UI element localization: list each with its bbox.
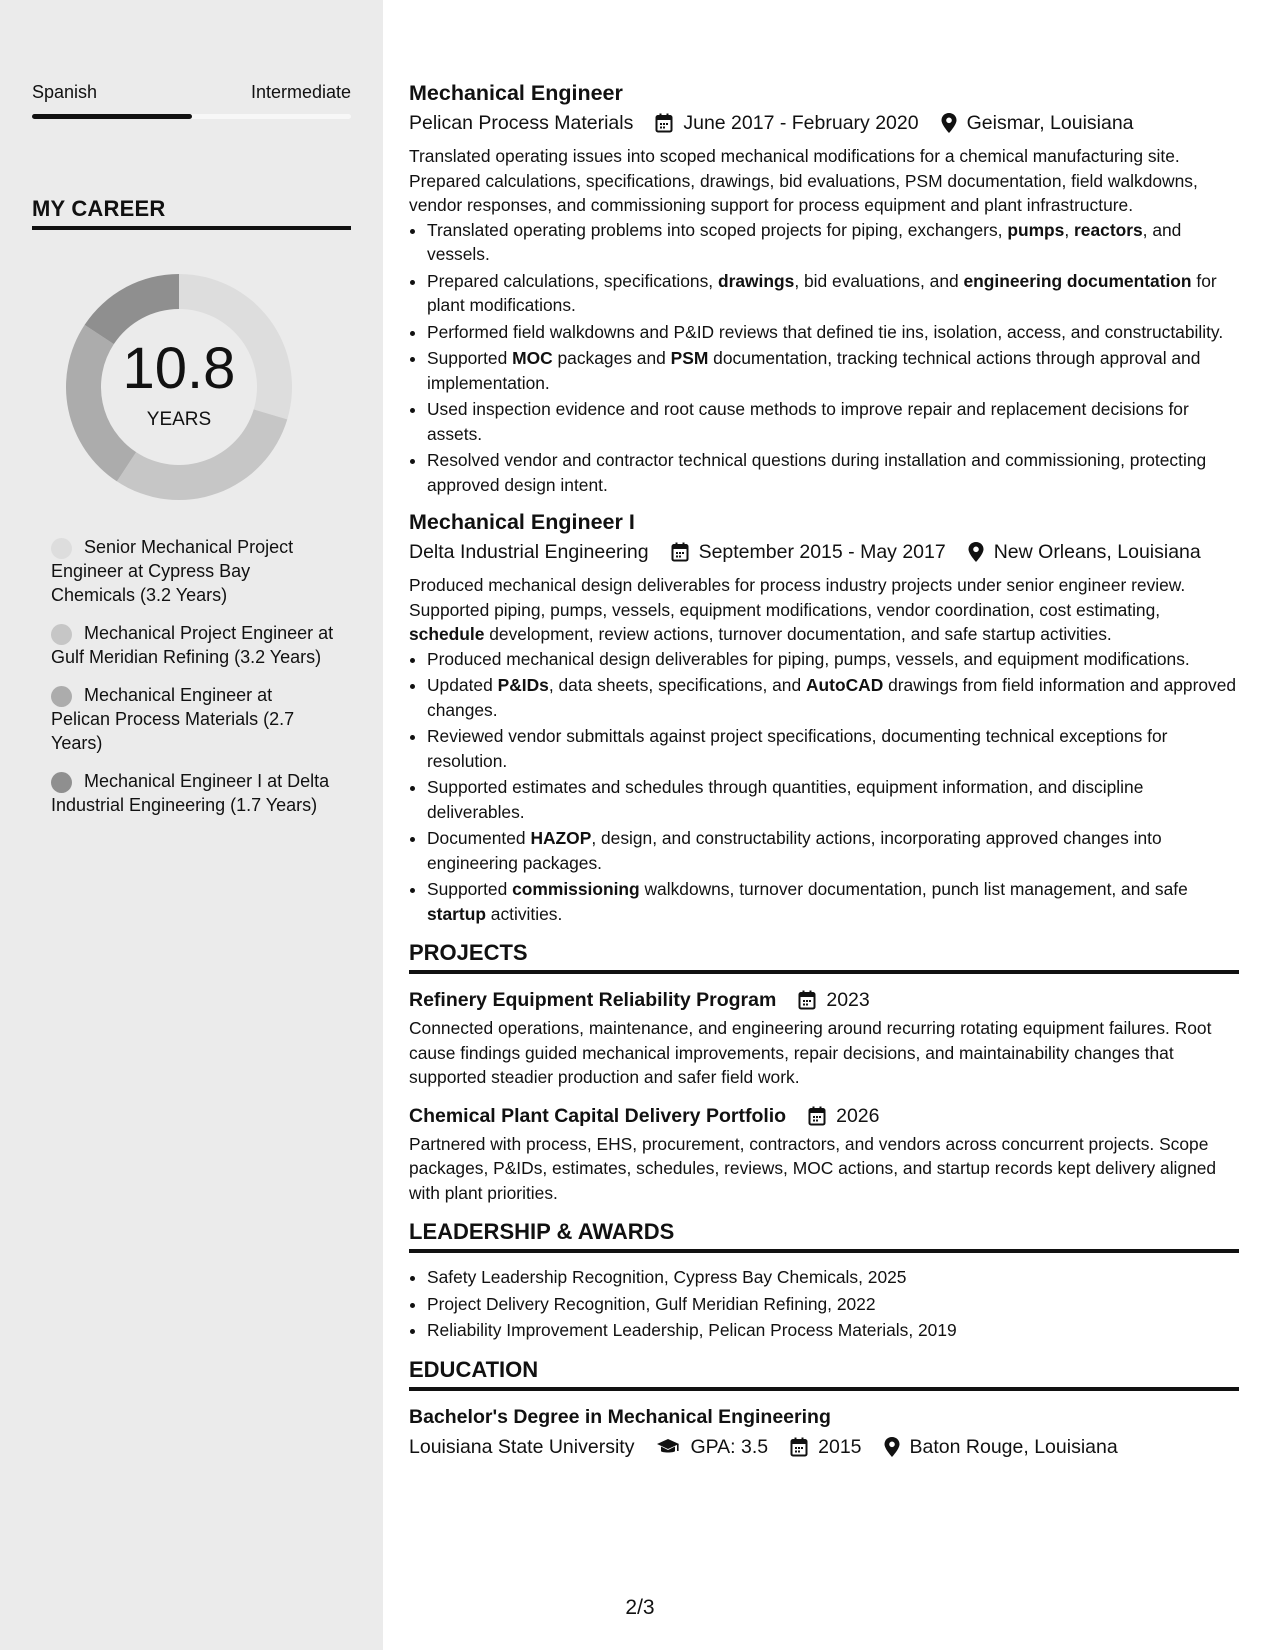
calendar-icon xyxy=(808,1106,826,1126)
career-legend-item xyxy=(51,683,336,755)
job-bullet: • Produced mechanical design deliverables for piping, pumps, vessels, and equipment modifications. xyxy=(427,647,1239,672)
map-pin-icon xyxy=(941,113,957,133)
job-meta xyxy=(409,537,1239,567)
project-title: Refinery Equipment Reliability Program xyxy=(409,989,777,1011)
job-bullet: • Documented HAZOP, design, and constructability actions, incorporating approved changes into engineering packages. xyxy=(427,826,1239,875)
job-bullet: • Supported MOC packages and PSM documentation, tracking technical actions through approval and implementation. xyxy=(427,346,1239,395)
calendar-icon xyxy=(798,990,816,1010)
job-bullet: • Updated P&IDs, data sheets, specifications, and AutoCAD drawings from field information and approved changes. xyxy=(427,673,1239,722)
calendar-icon xyxy=(655,113,673,133)
job-location: New Orleans, Louisiana xyxy=(993,541,1201,563)
job-bullets xyxy=(409,647,1239,927)
bold-keyword: reactors xyxy=(1074,219,1143,240)
job-bullet: • Reviewed vendor submittals against project specifications, documenting technical exceptions for resolution. xyxy=(427,724,1239,773)
projects-heading: PROJECTS xyxy=(409,938,1239,974)
bold-keyword: MOC xyxy=(512,348,553,368)
job-bullets xyxy=(409,218,1239,498)
calendar-icon xyxy=(671,542,689,562)
bold-keyword: PSM xyxy=(670,348,709,368)
education-gpa: GPA: 3.5 xyxy=(690,1435,769,1458)
award-item: • Project Delivery Recognition, Gulf Meridian Refining, 2022 xyxy=(427,1292,1239,1317)
bold-keyword: P&IDs xyxy=(497,675,549,695)
bold-keyword: AutoCAD xyxy=(805,675,884,695)
job-bullet: • Translated operating problems into scoped projects for piping, exchangers, pumps, reactors, and vessels. xyxy=(427,218,1239,267)
legend-dot-icon xyxy=(51,772,72,793)
project-year: 2023 xyxy=(826,989,870,1011)
job-bullet: • Performed field walkdowns and P&ID reviews that defined tie ins, isolation, access, and constructability. xyxy=(427,320,1239,345)
language-row xyxy=(32,82,351,103)
career-total-years: 10.8 xyxy=(122,336,236,401)
career-legend-item xyxy=(51,535,336,607)
project-title-row xyxy=(409,1102,1239,1130)
job-bullet: • Used inspection evidence and root cause methods to improve repair and replacement decisions for assets. xyxy=(427,397,1239,446)
project-title-row xyxy=(409,986,1239,1014)
language-name: Spanish xyxy=(32,82,98,102)
legend-label: Mechanical Engineer I at Delta Industrial Engineering (1.7 Years) xyxy=(51,771,330,815)
career-legend-item xyxy=(51,621,336,669)
job-bullet: • Supported commissioning walkdowns, turnover documentation, punch list management, and safe startup activities. xyxy=(427,877,1239,926)
job-dates: June 2017 - February 2020 xyxy=(683,112,919,134)
leadership-heading: LEADERSHIP & AWARDS xyxy=(409,1217,1239,1253)
sidebar xyxy=(0,0,383,1650)
job-company: Pelican Process Materials xyxy=(409,112,634,134)
bold-keyword: commissioning xyxy=(512,879,640,899)
education-school: Louisiana State University xyxy=(409,1435,635,1458)
project-title: Chemical Plant Capital Delivery Portfolio xyxy=(409,1104,787,1127)
map-pin-icon xyxy=(884,1437,900,1457)
calendar-icon xyxy=(790,1437,808,1457)
legend-label: Senior Mechanical Project Engineer at Cypress Bay Chemicals (3.2 Years) xyxy=(51,537,294,605)
job-dates: September 2015 - May 2017 xyxy=(698,541,946,563)
job-bullet: • Supported estimates and schedules through quantities, equipment information, and discipline deliverables. xyxy=(427,775,1239,824)
career-legend xyxy=(51,535,336,831)
education-meta xyxy=(409,1431,1239,1463)
job-entry xyxy=(409,507,1239,926)
award-item: • Safety Leadership Recognition, Cypress Bay Chemicals, 2025 xyxy=(427,1265,1239,1290)
bold-keyword: drawings xyxy=(717,270,795,291)
map-pin-icon xyxy=(968,542,984,562)
award-item: • Reliability Improvement Leadership, Pelican Process Materials, 2019 xyxy=(427,1318,1239,1343)
job-company: Delta Industrial Engineering xyxy=(409,541,649,563)
bold-keyword: pumps xyxy=(1007,219,1065,240)
legend-dot-icon xyxy=(51,624,72,645)
language-proficiency-fill xyxy=(32,114,192,119)
education-heading: EDUCATION xyxy=(409,1355,1239,1391)
education-degree: Bachelor's Degree in Mechanical Engineering xyxy=(409,1405,831,1428)
graduation-cap-icon xyxy=(656,1438,680,1456)
education-location: Baton Rouge, Louisiana xyxy=(909,1435,1118,1458)
education-year: 2015 xyxy=(818,1435,862,1458)
bold-keyword: HAZOP xyxy=(530,828,592,848)
project-description: Partnered with process, EHS, procurement, contractors, and vendors across concurrent projects. Scope packages, P&IDs, estimates, schedules, reviews, MOC actions, and startup records kept delivery aligned with plant priorities. xyxy=(409,1133,1217,1203)
career-legend-item xyxy=(51,769,336,817)
job-summary: Produced mechanical design deliverables for process industry projects under senior engineer review. Supported piping, pumps, vessels, equipment modifications, vendor coordination, cost estimating, schedule development, review actions, turnover documentation, and safe startup activities. xyxy=(409,575,1186,644)
language-level: Intermediate xyxy=(250,82,351,102)
projects-list xyxy=(409,986,1239,1205)
legend-label: Mechanical Project Engineer at Gulf Meridian Refining (3.2 Years) xyxy=(51,623,334,667)
page-number: 2/3 xyxy=(625,1596,655,1619)
bold-keyword: schedule xyxy=(409,624,485,644)
job-title: Mechanical Engineer xyxy=(409,81,623,105)
bold-keyword: engineering documentation xyxy=(963,270,1192,291)
project-description: Connected operations, maintenance, and engineering around recurring rotating equipment failures. Root cause findings guided mechanical improvements, repair decisions, and maintainability changes that supported steadier production and safer field work. xyxy=(409,1018,1212,1087)
project-year: 2026 xyxy=(836,1104,880,1127)
job-location: Geismar, Louisiana xyxy=(966,112,1134,134)
leadership-list xyxy=(409,1265,1239,1343)
job-summary: Translated operating issues into scoped mechanical modifications for a chemical manufacturing site. Prepared calculations, specifications, drawings, bid evaluations, PSM documentation, field walkdowns, vendor responses, and commissioning support for process equipment and plant infrastructure. xyxy=(409,146,1198,215)
career-total-unit: YEARS xyxy=(146,409,212,430)
donut-segment xyxy=(85,274,179,344)
legend-label: Mechanical Engineer at Pelican Process Materials (2.7 Years) xyxy=(51,685,295,753)
job-bullet: • Prepared calculations, specifications, drawings, bid evaluations, and engineering documentation for plant modifications. xyxy=(427,269,1239,318)
job-title: Mechanical Engineer I xyxy=(409,510,635,534)
experience-list xyxy=(409,78,1239,926)
job-entry xyxy=(409,78,1239,497)
career-heading: MY CAREER xyxy=(32,196,351,230)
language-proficiency-bar xyxy=(32,114,351,119)
legend-dot-icon xyxy=(51,686,72,707)
job-meta xyxy=(409,108,1239,138)
legend-dot-icon xyxy=(51,538,72,559)
bold-keyword: startup xyxy=(427,903,486,924)
main-content xyxy=(409,78,1239,1463)
job-bullet: • Resolved vendor and contractor technical questions during installation and commissioning, protecting approved design intent. xyxy=(427,448,1239,497)
